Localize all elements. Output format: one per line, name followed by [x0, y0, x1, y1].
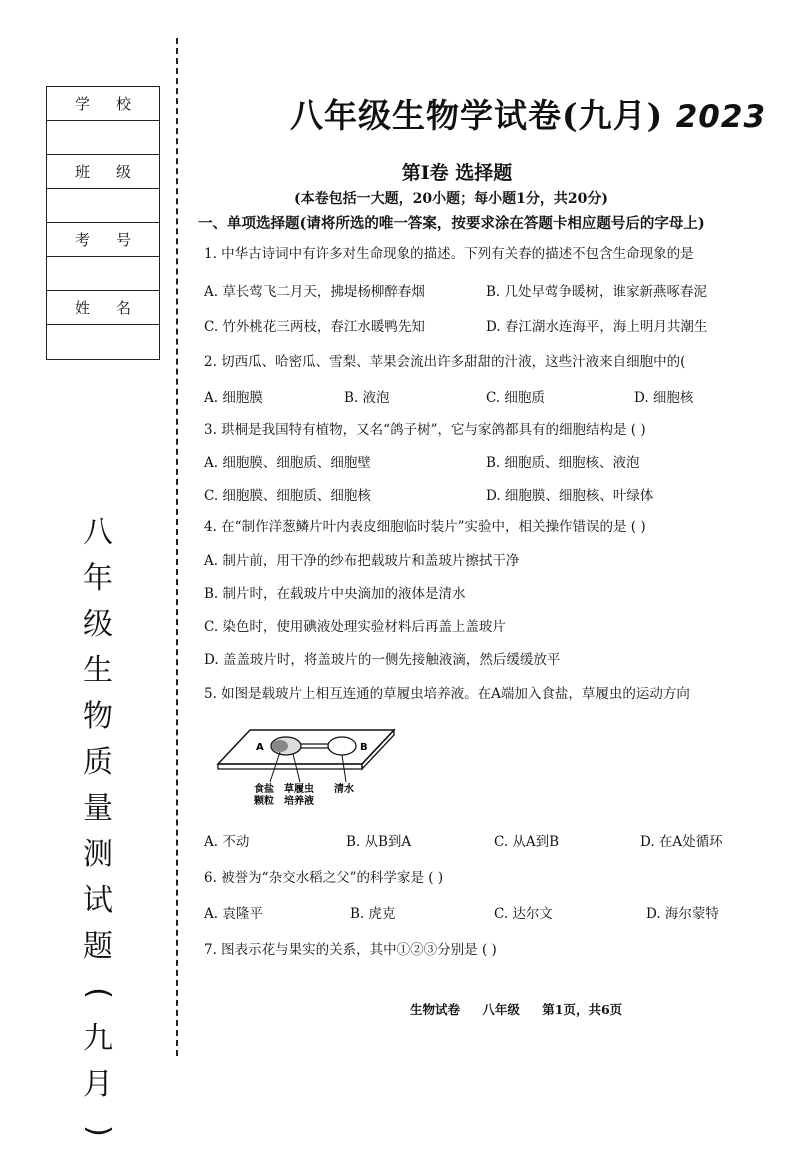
vertical-char: 八	[83, 515, 113, 550]
page-title	[290, 90, 766, 137]
vertical-char: 月	[83, 1067, 113, 1102]
question-5-option-a: A. 不动	[204, 834, 250, 850]
vertical-char: 题	[83, 929, 113, 964]
salt-pointer-line	[270, 752, 280, 782]
question-1-option-a: A. 草长莺飞二月天，拂堤杨柳醉春烟	[204, 284, 425, 300]
footer-subject: 生物试卷	[410, 1002, 461, 1017]
section-note: (本卷包括一大题，20小题；每小题1分，共20分)	[294, 191, 608, 207]
vertical-char: 九	[83, 1021, 113, 1056]
question-3-option-a: A. 细胞膜、细胞质、细胞壁	[204, 455, 371, 471]
question-5-option-d: D. 在A处循环	[640, 834, 723, 850]
question-3-option-c: C. 细胞膜、细胞质、细胞核	[204, 488, 371, 504]
student-info-table	[46, 86, 160, 360]
vertical-char: 测	[83, 837, 113, 872]
question-2-option-a: A. 细胞膜	[204, 390, 263, 406]
question-4: 4. 在“制作洋葱鳞片叶内表皮细胞临时装片”实验中，相关操作错误的是 ( )	[204, 519, 646, 535]
vertical-char: 生	[83, 653, 113, 688]
label-b: B	[360, 742, 368, 753]
vertical-char: )	[81, 1125, 116, 1137]
question-6-option-d: D. 海尔蒙特	[646, 906, 719, 922]
label-salt-2: 颗粒	[254, 796, 274, 806]
section-title: 第Ⅰ卷 选择题	[401, 162, 513, 184]
question-2: 2. 切西瓜、哈密瓜、雪梨、苹果会流出许多甜甜的汁液，这些汁液来自细胞中的(	[204, 354, 686, 370]
footer-page-number: 第1页，共6页	[542, 1002, 623, 1017]
school-field	[47, 121, 159, 155]
question-4-option-b: B. 制片时，在载玻片中央滴加的液体是清水	[204, 586, 466, 602]
question-7: 7. 图表示花与果实的关系，其中①②③分别是 ( )	[204, 942, 497, 958]
part-heading: 一、单项选择题(请将所选的唯一答案，按要求涂在答题卡相应题号后的字母上)	[198, 215, 705, 232]
title-year: 2023	[675, 99, 767, 135]
question-2-option-b: B. 液泡	[344, 390, 390, 406]
vertical-char: 级	[83, 607, 113, 642]
water-drop-b	[328, 737, 356, 755]
vertical-char: 物	[83, 699, 113, 734]
question-6-option-a: A. 袁隆平	[204, 906, 263, 922]
question-5: 5. 如图是载玻片上相互连通的草履虫培养液。在A端加入食盐，草履虫的运动方向	[204, 686, 690, 702]
exam-number-label: 考号	[47, 223, 159, 257]
footer-grade: 八年级	[482, 1002, 520, 1017]
label-salt-1: 食盐	[254, 784, 274, 795]
question-6-option-b: B. 虎克	[350, 906, 396, 922]
page-footer	[410, 1000, 640, 1018]
class-label: 班级	[47, 155, 159, 189]
vertical-char: 质	[83, 745, 113, 780]
question-1-option-b: B. 几处早莺争暖树，谁家新燕啄春泥	[486, 284, 708, 300]
question-5-option-c: C. 从A到B	[494, 834, 560, 850]
label-culture-2: 培养液	[284, 796, 314, 806]
paramecium-slide-figure	[208, 716, 398, 806]
name-label: 姓名	[47, 291, 159, 325]
question-6: 6. 被誉为“杂交水稻之父”的科学家是 ( )	[204, 870, 444, 886]
vertical-char: (	[81, 987, 116, 999]
question-3-option-b: B. 细胞质、细胞核、液泡	[486, 455, 640, 471]
title-text: 八年级生物学试卷(九月)	[290, 96, 664, 135]
question-5-option-b: B. 从B到A	[346, 834, 412, 850]
question-4-option-a: A. 制片前，用干净的纱布把载玻片和盖玻片擦拭干净	[204, 553, 520, 569]
question-2-option-c: C. 细胞质	[486, 390, 545, 406]
vertical-char: 年	[83, 561, 113, 596]
culture-pointer-line	[293, 754, 300, 782]
vertical-char: 量	[83, 791, 113, 826]
label-a: A	[256, 742, 264, 753]
vertical-char: 试	[83, 883, 113, 918]
label-culture-1: 草履虫	[284, 784, 314, 795]
question-2-option-d: D. 细胞核	[634, 390, 694, 406]
question-3: 3. 珙桐是我国特有植物，又名“鸽子树”，它与家鸽都具有的细胞结构是 ( )	[204, 422, 646, 438]
school-label: 学校	[47, 87, 159, 121]
question-6-option-c: C. 达尔文	[494, 906, 553, 922]
question-4-option-d: D. 盖盖玻片时，将盖玻片的一侧先接触液滴，然后缓缓放平	[204, 652, 561, 668]
question-3-option-d: D. 细胞膜、细胞核、叶绿体	[486, 488, 654, 504]
name-field	[47, 325, 159, 359]
question-4-option-c: C. 染色时，使用碘液处理实验材料后再盖上盖玻片	[204, 619, 506, 635]
connecting-channel	[301, 744, 328, 748]
question-1-option-d: D. 春江湖水连海平，海上明月共潮生	[486, 319, 708, 335]
question-1: 1. 中华古诗词中有许多对生命现象的描述。下列有关春的描述不包含生命现象的是	[204, 246, 694, 262]
salt-granules	[272, 740, 288, 752]
label-water: 清水	[334, 784, 354, 795]
vertical-exam-title	[80, 510, 116, 1154]
question-1-option-c: C. 竹外桃花三两枝，春江水暖鸭先知	[204, 319, 425, 335]
exam-number-field	[47, 257, 159, 291]
